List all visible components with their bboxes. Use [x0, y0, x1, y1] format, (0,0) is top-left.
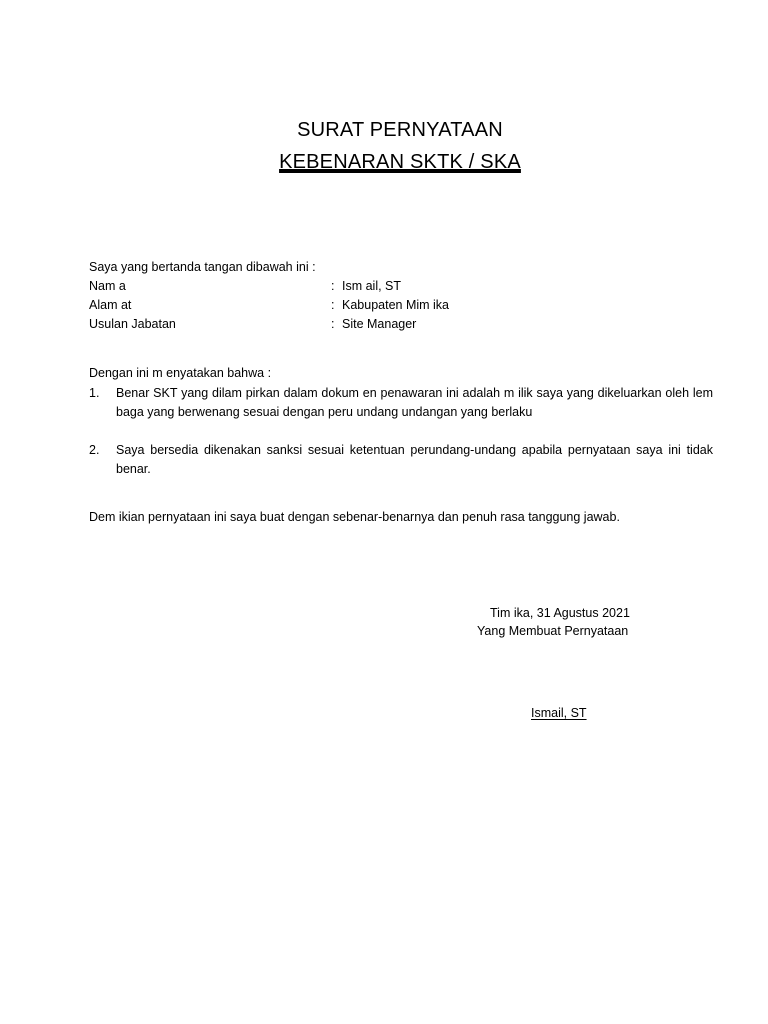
field-row-position — [89, 317, 689, 335]
field-value: Kabupaten Mim ika — [342, 298, 450, 312]
list-item-number: 1. — [89, 386, 100, 400]
field-row-address — [89, 298, 689, 316]
list-item-text: Benar SKT yang dilam pirkan dalam dokum en penawaran ini adalah m ilik saya yang dikeluarkan oleh lem baga yang berwenang sesuai dengan peru undang undangan yang berlaku — [116, 386, 713, 419]
field-colon: : — [331, 317, 335, 331]
document-title: SURAT PERNYATAAN — [297, 119, 503, 141]
intro-text: Saya yang bertanda tangan dibawah ini : — [89, 260, 316, 274]
field-colon: : — [331, 298, 335, 312]
list-item-number: 2. — [89, 443, 100, 457]
closing-text: Dem ikian pernyataan ini saya buat dengan sebenar-benarnya dan penuh rasa tanggung jawab. — [89, 510, 620, 524]
place-date: Tim ika, 31 Agustus 2021 — [490, 606, 630, 620]
field-row-name — [89, 279, 689, 297]
field-value: Site Manager — [342, 317, 417, 331]
field-label: Alam at — [89, 298, 132, 312]
field-value: Ism ail, ST — [342, 279, 402, 293]
document-subtitle-text: KEBENARAN SKTK / SKA — [279, 151, 521, 173]
list-item-text: Saya bersedia dikenakan sanksi sesuai ketentuan perundang-undang apabila pernyataan saya ini tidak benar. — [116, 443, 713, 476]
signer-name: Ismail, ST — [531, 706, 587, 720]
statement-intro: Dengan ini m enyatakan bahwa : — [89, 366, 272, 380]
document-subtitle — [0, 151, 768, 174]
field-colon: : — [331, 279, 335, 293]
field-label: Nam a — [89, 279, 126, 293]
field-label: Usulan Jabatan — [89, 317, 176, 331]
signer-title: Yang Membuat Pernyataan — [477, 624, 629, 638]
